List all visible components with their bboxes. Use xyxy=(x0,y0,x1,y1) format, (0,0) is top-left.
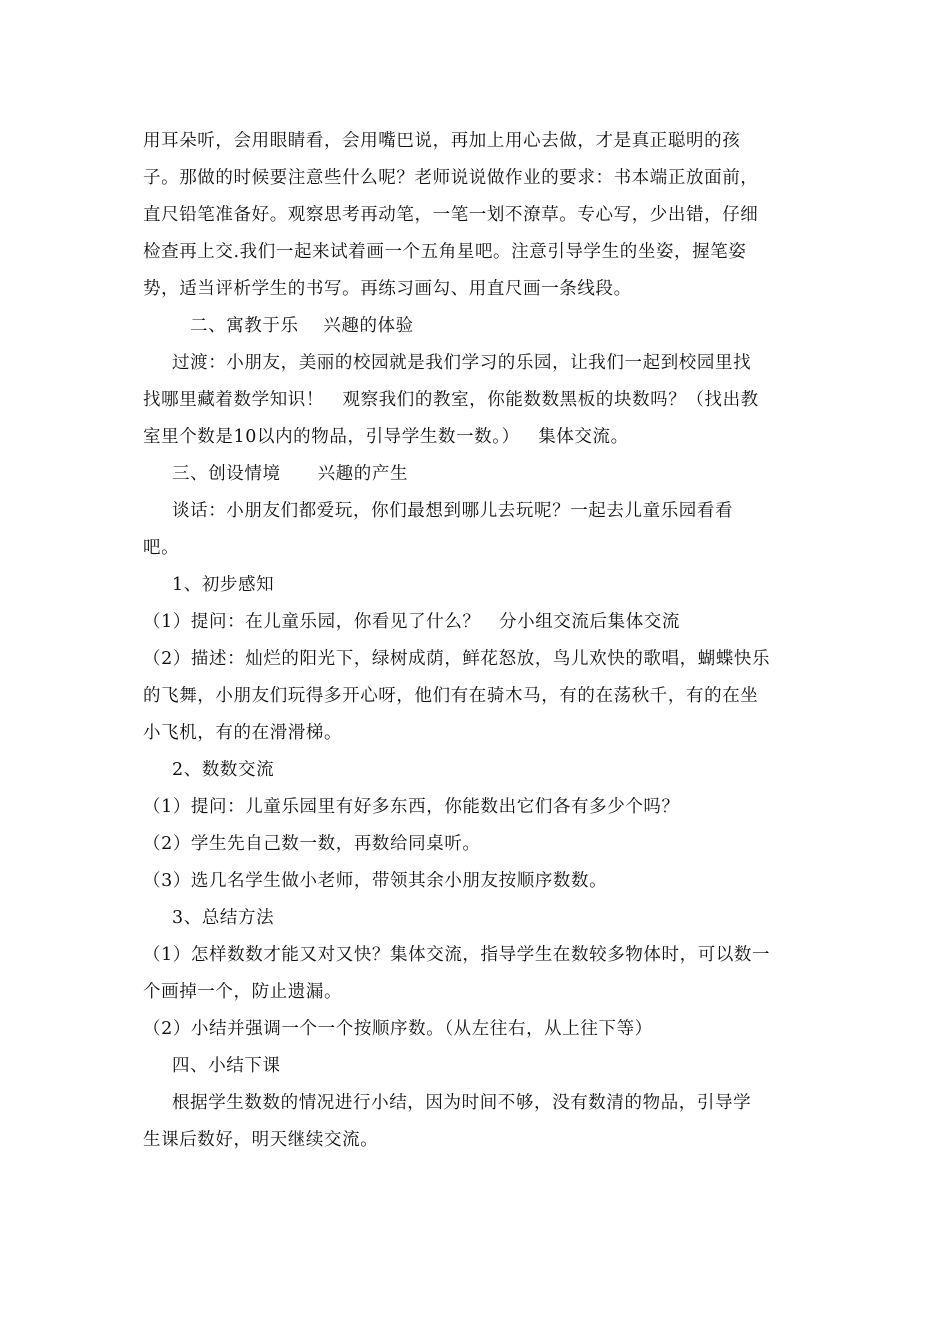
text-line: 谈话：小朋友们都爱玩，你们最想到哪儿去玩呢？一起去儿童乐园看看 xyxy=(172,501,734,521)
text-line: 过渡：小朋友，美丽的校园就是我们学习的乐园，让我们一起到校园里找 xyxy=(172,353,752,373)
list-item: （3）选几名学生做小老师，带领其余小朋友按顺序数数。 xyxy=(143,871,608,891)
list-item: （2）小结并强调一个一个按顺序数。（从左往右，从上往下等） xyxy=(143,1019,653,1039)
text-line: 用耳朵听，会用眼睛看，会用嘴巴说，再加上用心去做，才是真正聪明的孩 xyxy=(143,131,741,151)
text-line: 室里个数是10以内的物品，引导学生数一数。） 集体交流。 xyxy=(143,427,629,447)
text-line: 的飞舞，小朋友们玩得多开心呀，他们有在骑木马，有的在荡秋千，有的在坐 xyxy=(143,686,759,706)
list-item: （1）提问：儿童乐园里有好多东西，你能数出它们各有多少个吗？ xyxy=(143,797,680,817)
list-item: （1）提问：在儿童乐园，你看见了什么？ 分小组交流后集体交流 xyxy=(143,612,681,632)
text-line: 找哪里藏着数学知识！ 观察我们的教室，你能数数黑板的块数吗？（找出教 xyxy=(143,390,759,410)
section-heading: 三、创设情境 兴趣的产生 xyxy=(172,464,409,484)
text-line: 直尺铅笔准备好。观察思考再动笔，一笔一划不潦草。专心写，少出错，仔细 xyxy=(143,205,759,225)
text-line: 吧。 xyxy=(143,538,180,558)
section-heading: 二、寓教于乐 兴趣的体验 xyxy=(190,316,414,336)
section-heading: 四、小结下课 xyxy=(172,1056,281,1076)
text-line: 生课后数好，明天继续交流。 xyxy=(143,1130,379,1150)
list-item: （2）学生先自己数一数，再数给同桌听。 xyxy=(143,834,481,854)
text-line: 根据学生数数的情况进行小结，因为时间不够，没有数清的物品，引导学 xyxy=(172,1093,752,1113)
text-line: 个画掉一个，防止遗漏。 xyxy=(143,982,343,1002)
subsection-heading: 2、数数交流 xyxy=(172,760,275,780)
list-item: （2）描述：灿烂的阳光下，绿树成荫，鲜花怒放，鸟儿欢快的歌唱，蝴蝶快乐 xyxy=(143,649,771,669)
text-line: 势，适当评析学生的书写。再练习画勾、用直尺画一条线段。 xyxy=(143,279,632,299)
text-line: 子。那做的时候要注意些什么呢？老师说说做作业的要求：书本端正放面前， xyxy=(143,168,759,188)
text-line: 检查再上交.我们一起来试着画一个五角星吧。注意引导学生的坐姿，握笔姿 xyxy=(143,242,747,262)
subsection-heading: 3、总结方法 xyxy=(172,908,275,928)
subsection-heading: 1、初步感知 xyxy=(172,575,275,595)
text-line: 小飞机，有的在滑滑梯。 xyxy=(143,723,343,743)
list-item: （1）怎样数数才能又对又快？集体交流，指导学生在数较多物体时，可以数一 xyxy=(143,945,771,965)
